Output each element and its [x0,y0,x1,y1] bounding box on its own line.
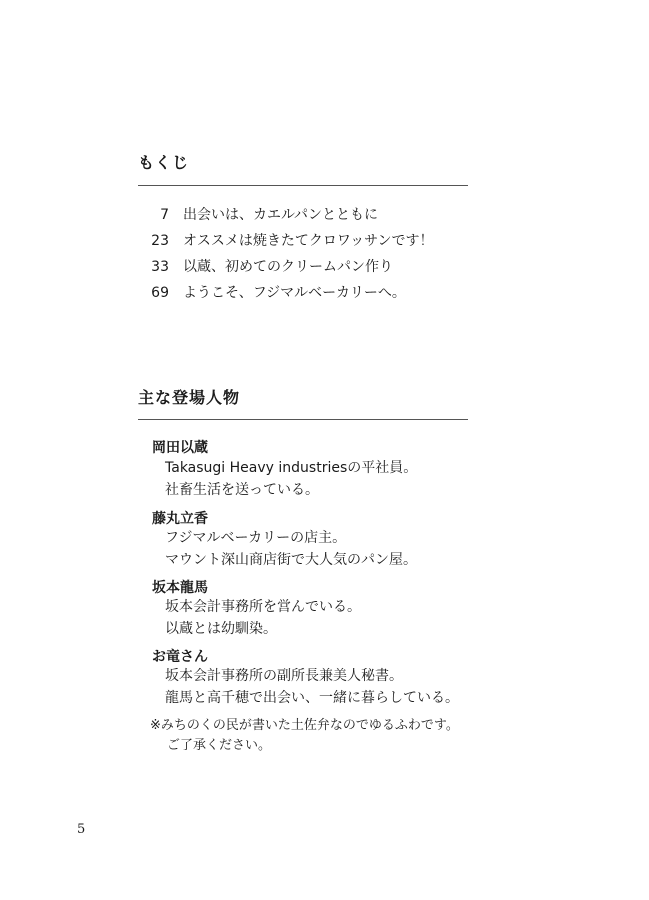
characters-heading: 主な登場人物 [138,388,241,407]
toc-entry-page: 7 [160,207,169,223]
character-name: お竜さん [152,649,208,665]
toc-heading: もくじ [138,153,190,172]
toc-entry [138,230,433,250]
characters-divider [138,419,468,420]
character-description-line: 龍馬と高千穂で出会い、一緒に暮らしている。 [165,690,459,706]
toc-entry-title: 出会いは、カエルパンとともに [183,207,379,223]
character-name: 藤丸立香 [152,511,208,527]
character-description-line: 以蔵とは幼馴染。 [165,621,277,637]
page-number: 5 [77,822,86,837]
toc-entry-page: 69 [151,285,169,301]
character-description [165,527,417,571]
character-name: 坂本龍馬 [152,580,208,596]
character-description-line: フジマルベーカリーの店主。 [165,530,347,546]
toc-entry [138,204,378,224]
character-name: 岡田以蔵 [152,440,208,456]
toc-entry-page: 33 [151,259,169,275]
toc-entry-title: オススメは焼きたてクロワッサンです！ [183,233,434,249]
toc-entry-title: ようこそ、フジマルベーカリーへ。 [183,285,406,301]
footnote-line: ご了承ください。 [167,738,272,753]
toc-entry-page: 23 [151,233,169,249]
character-description [165,596,361,640]
character-description [165,665,459,709]
character-description-line: 社畜生活を送っている。 [165,482,319,498]
character-description-line: Takasugi Heavy industriesの平社員。 [165,460,418,476]
toc-entry-title: 以蔵、初めてのクリームパン作り [183,259,393,275]
footnote-line: ※みちのくの民が書いた土佐弁なのでゆるふわです。 [150,718,459,733]
character-description [165,457,417,501]
character-description-line: 坂本会計事務所の副所長兼美人秘書。 [165,668,403,684]
toc-divider [138,185,468,186]
character-description-line: マウント深山商店街で大人気のパン屋。 [165,552,417,568]
toc-entry [138,282,406,302]
footnote [150,716,459,756]
toc-entry [138,256,393,276]
character-description-line: 坂本会計事務所を営んでいる。 [165,599,361,615]
